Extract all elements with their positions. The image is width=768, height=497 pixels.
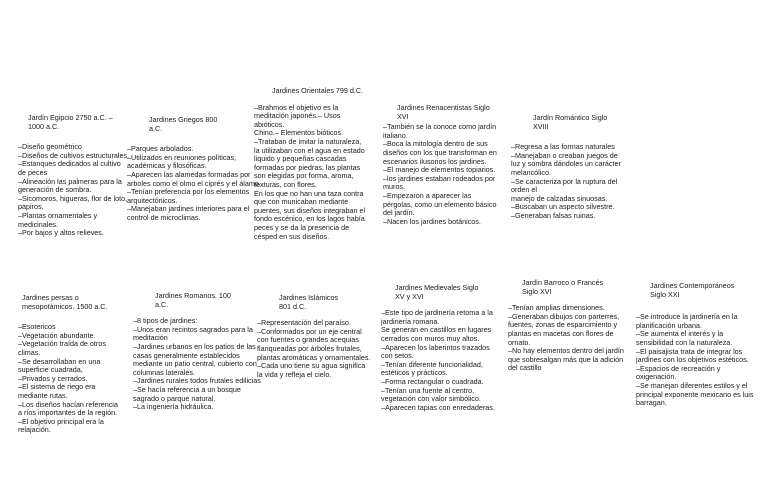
column-items: [18, 323, 122, 435]
list-item: –Tenían una fuente al centro, vegetación con valor simbólico.: [381, 385, 481, 404]
list-item: –También se la conoce como jardín italiano.: [383, 122, 497, 140]
column-items: [254, 104, 368, 242]
list-item: –Regresa a las formas naturales: [511, 142, 615, 152]
column-items: [127, 145, 261, 222]
column-medievales: [381, 284, 499, 412]
column-items: [511, 143, 623, 220]
list-item: –Los diseños hacían referencia a ríos importantes de la región.: [18, 399, 118, 418]
column-romanos: [133, 292, 263, 412]
list-item: –Vegetación abundante.: [18, 330, 96, 340]
list-item: –Vegetación traída de otros climas.: [18, 339, 106, 357]
list-item: –Unos eran recintos sagrados para la meditación: [133, 324, 253, 343]
column-items: [508, 304, 626, 373]
list-item: –Plantas ornamentales y medicinales.: [18, 210, 98, 229]
list-item: –Forma rectangular o cuadrada.: [381, 376, 484, 386]
list-item: –Jardines rurales todos frutales edilicias: [133, 376, 261, 386]
list-item: –Aparecen las alamedas formadas por arboles como el olmo el ciprés y el álamo.: [127, 169, 261, 188]
column-title: Jardín Barroco o Francés Siglo XVI: [522, 278, 604, 296]
list-item: –Estanques dedicados al cultivo de peces: [18, 159, 121, 177]
list-item: –los jardines estaban rodeados por muros.: [383, 173, 496, 192]
list-item: –Tenían amplias dimensiones.: [508, 303, 605, 313]
list-item: En los que no han una taza contra que con municaban mediante puentes, sus diseños integraban el fondo escénico, en los lagos había peces y se da la presencia de césped en sus diseños.: [254, 188, 366, 241]
list-item: –Espacios de recreación y oxigenación.: [636, 363, 721, 382]
column-renacentistas: [383, 104, 499, 226]
list-item: –Se desarrollaban en una superficie cuadrada,: [18, 356, 101, 375]
list-item: –Se manejan diferentes estilos y el principal exponente mexicano es luis barragan.: [636, 380, 754, 408]
column-items: [636, 313, 754, 408]
column-title: Jardines Medievales Siglo XV y XVI: [395, 283, 479, 301]
list-item: –El objetivo principal era la relajación.: [18, 416, 104, 435]
column-items: [257, 319, 371, 379]
list-item: –Cada uno tiene su agua significa la vida y refleja el cielo.: [257, 361, 366, 379]
list-item: –Se aumenta el interés y la sensibilidad con la naturaleza.: [636, 329, 733, 347]
list-item: –Se hacía referencia a un bosque sagrado o parque natural.: [133, 384, 241, 403]
list-item: –Se introduce la jardinería en la planificación urbana.: [636, 312, 738, 330]
column-title: Jardín Romántico Siglo XVIII: [533, 113, 608, 131]
list-item: –El paisajista trata de integrar los jardines con los objetivos estéticos.: [636, 346, 749, 365]
list-item: –Representación del paraíso.: [257, 318, 351, 328]
list-item: –Nacen los jardines botánicos.: [383, 216, 481, 226]
list-item: –Generaban falsas ruinas.: [511, 210, 596, 220]
column-romantico: [511, 114, 623, 221]
column-title: Jardines Renacentistas Siglo XVI: [397, 103, 490, 121]
list-item: Se generan en castillos en lugares cerrados con muros muy altos.: [381, 325, 492, 343]
list-item: –Sicomoros, higueras, flor de loto, papiros.: [18, 193, 128, 212]
list-item: –Boca la mitología dentro de sus diseños con los que transforman en escenarios ilusorios los jardines.: [383, 139, 497, 166]
list-item: –Manejaban o creaban juegos de luz y sombra dándoles un carácter melancólico.: [511, 150, 621, 177]
column-title: Jardines Griegos 800 a.C.: [149, 115, 218, 133]
column-title: Jardines Orientales 799 d.C.: [272, 86, 364, 95]
column-items: [18, 143, 130, 238]
list-item: –Se caracteriza por la ruptura del orden el: [511, 176, 618, 195]
list-item: –Aparecen tapias con enredaderas.: [381, 402, 495, 412]
list-item: Chino.– Elementos bióticos.: [254, 128, 344, 138]
list-item: –8 tipos de jardines:: [133, 316, 198, 326]
list-item: –Jardines urbanos en los patios de las casas generalmente establecidos mediante un patio central, cubierto con columnas laterales.: [133, 341, 257, 377]
list-item: –Esotericos: [18, 322, 56, 332]
list-item: –Diseños de cultivos estructurales.: [18, 150, 130, 160]
list-item: –Trataban de imitar la naturaleza, la utilizaban con el agua en estado liquido y pequeñas cascadas formadas por piedras, las plantas son elegidas por forma, aroma, texturas, con flores.: [254, 136, 365, 189]
column-contemporaneos: [636, 282, 754, 408]
list-item: –Alineación las palmeras para la generación de sombra.: [18, 176, 122, 195]
list-item: –El sistema de riego era mediante rutas.: [18, 382, 96, 400]
list-item: –Conformados por un eje central con fuentes o grandes acequias flanqueadas por árboles frutales, plantas aromáticas y ornamentales.: [257, 326, 371, 362]
list-item: manejo de calzadas sinuosas.: [511, 193, 608, 203]
list-item: –La ingeniería hidráulica.: [133, 402, 214, 412]
column-barroco: [508, 279, 626, 373]
list-item: –Buscaban un aspecto silvestre.: [511, 202, 615, 212]
column-persas: [18, 294, 122, 435]
column-islamicos: [257, 294, 371, 379]
column-egipcio: [18, 114, 130, 238]
list-item: –Parques arbolados.: [127, 144, 194, 154]
column-items: [133, 317, 263, 412]
column-title: Jardines persas o mesopotámicos. 1500 a.C.: [22, 293, 108, 311]
list-item: –Por bajos y altos relieves.: [18, 228, 104, 238]
list-item: –Brahmos el objetivo es la meditación japonés.– Usos abióticos.: [254, 102, 341, 129]
list-item: –Manejaban jardines interiores para el control de microclimas.: [127, 204, 250, 222]
list-item: –Empezaron a aparecer las pérgolas, como un elemento básico del jardín.: [383, 190, 497, 218]
column-title: Jardín Egipcio 2750 a.C. – 1000 a.C.: [28, 113, 113, 131]
column-title: Jardines Romanos. 100 a.C.: [155, 291, 231, 309]
column-orientales: [254, 87, 368, 241]
column-title: Jardines Islámicos 801 d.C.: [279, 293, 339, 311]
list-item: –Diseño geométrico: [18, 142, 82, 152]
list-item: –No hay elementos dentro del jardín que sobresalgan más que la adición del castillo: [508, 346, 624, 373]
list-item: –Tenían diferente funcionalidad, estéticos y prácticos.: [381, 359, 483, 378]
list-item: –Aparecen los laberintos trazados con setos.: [381, 342, 490, 361]
list-item: –El manejo de elementos topiarios.: [383, 165, 496, 175]
list-item: –Generaban dibujos con parterres, fuentes, zonas de esparcimiento y plantas en macetas con flores de ornato.: [508, 311, 620, 347]
column-items: [383, 123, 499, 226]
column-title: Jardines Contemporáneos Siglo XXI: [650, 281, 735, 299]
list-item: –Tenían preferencia por los elementos arquitectónicos.: [127, 187, 250, 205]
list-item: –Utilizados en reuniones políticas, académicas y filosóficas.: [127, 152, 237, 171]
list-item: –Este tipo de jardinería retoma a la jardinería romana.: [381, 308, 493, 326]
column-items: [381, 309, 499, 412]
column-griegos: [127, 116, 261, 223]
list-item: –Privados y cerrados.: [18, 373, 88, 383]
